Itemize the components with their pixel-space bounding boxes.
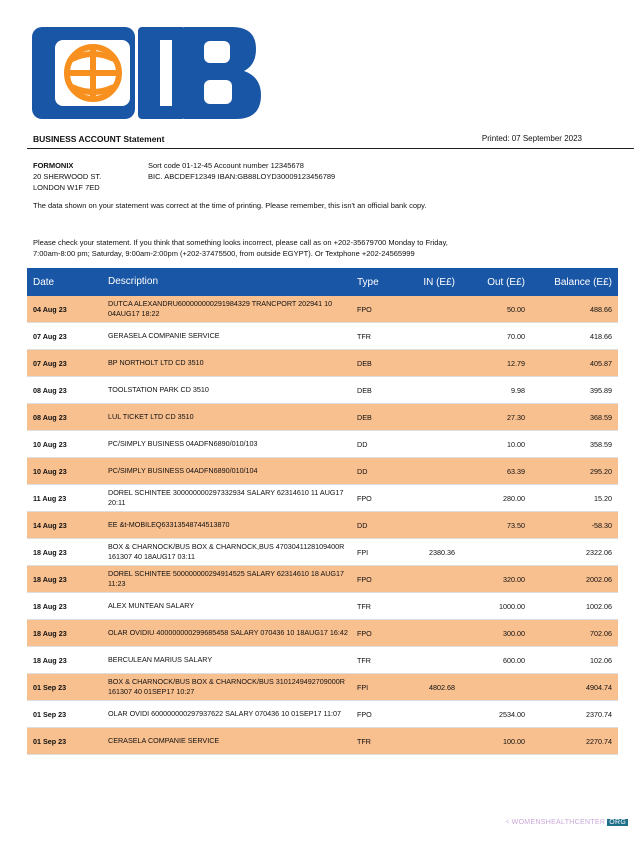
cell-balance: 15.20 <box>594 493 612 503</box>
table-row <box>27 566 618 593</box>
cell-balance: 358.59 <box>590 439 612 449</box>
cell-date: 18 Aug 23 <box>33 655 67 665</box>
sort-code-account: Sort code 01-12-45 Account number 12345678 <box>148 161 304 170</box>
cell-date: 18 Aug 23 <box>33 628 67 638</box>
cell-date: 14 Aug 23 <box>33 520 67 530</box>
cell-out: 1000.00 <box>499 601 525 611</box>
cell-type: TFR <box>357 601 371 611</box>
cell-description: OLAR OVIDI 600000000297937622 SALARY 070436 10 01SEP17 11:07 <box>108 709 341 718</box>
cell-balance: 702.06 <box>590 628 612 638</box>
cell-date: 01 Sep 23 <box>33 682 67 692</box>
cell-type: DEB <box>357 385 372 395</box>
cell-date: 18 Aug 23 <box>33 547 67 557</box>
disclaimer-note: The data shown on your statement was correct at the time of printing. Please remember, this isn't an official bank copy. <box>33 201 427 210</box>
cell-description: BERCULEAN MARIUS SALARY <box>108 655 213 664</box>
cell-type: DEB <box>357 358 372 368</box>
cell-out: 280.00 <box>503 493 525 503</box>
table-row <box>27 593 618 620</box>
cell-date: 10 Aug 23 <box>33 439 67 449</box>
col-balance: Balance (E£) <box>554 276 612 288</box>
cell-in: 2380.36 <box>429 547 455 557</box>
cell-out: 2534.00 <box>499 709 525 719</box>
cell-balance: 2322.06 <box>586 547 612 557</box>
watermark-text: WOMENSHEALTHCENTER <box>511 819 606 826</box>
cell-type: DD <box>357 439 368 449</box>
cell-description: PC/SIMPLY BUSINESS 04ADFN6890/010/104 <box>108 466 258 475</box>
address-line-2: LONDON W1F 7ED <box>33 183 100 192</box>
table-row <box>27 377 618 404</box>
table-row <box>27 620 618 647</box>
cell-description: LUL TICKET LTD CD 3510 <box>108 412 194 421</box>
table-row <box>27 647 618 674</box>
cell-description: GERASELA COMPANIE SERVICE <box>108 331 220 340</box>
cib-logo <box>32 27 262 119</box>
table-row <box>27 701 618 728</box>
cell-out: 63.39 <box>507 466 525 476</box>
cell-date: 18 Aug 23 <box>33 601 67 611</box>
cell-description: DOREL SCHINTEE 500000000294914525 SALARY 62314610 18 AUG17 11:23 <box>108 569 345 588</box>
contact-note: Please check your statement. If you think that something looks incorrect, please call as on +202-35679700 Monday to Friday, 7:00am-8:00 pm; Saturday, 9:00am-2:00pm (+202-37475500, from outside EGYPT). Or Textphone +202-24565999 <box>33 238 448 258</box>
cell-out: 27.30 <box>507 412 525 422</box>
cell-type: FPO <box>357 574 372 584</box>
bic-iban: BIC. ABCDEF12349 IBAN:GB88LOYD30009123456789 <box>148 172 336 181</box>
cell-description: BOX & CHARNOCK/BUS BOX & CHARNOCK/BUS 3101249492709000R 161307 40 01SEP17 10:27 <box>108 677 345 696</box>
table-row <box>27 674 618 701</box>
cell-description: BP NORTHOLT LTD CD 3510 <box>108 358 204 367</box>
cell-out: 73.50 <box>507 520 525 530</box>
table-row <box>27 539 618 566</box>
table-row <box>27 296 618 323</box>
address-line-1: 20 SHERWOOD ST. <box>33 172 102 181</box>
cell-type: FPO <box>357 628 372 638</box>
cell-balance: 2002.06 <box>586 574 612 584</box>
table-row <box>27 458 618 485</box>
cell-balance: 2370.74 <box>586 709 612 719</box>
watermark <box>505 818 628 826</box>
cell-date: 10 Aug 23 <box>33 466 67 476</box>
cell-out: 320.00 <box>503 574 525 584</box>
cell-date: 18 Aug 23 <box>33 574 67 584</box>
cell-type: DD <box>357 466 368 476</box>
account-details <box>148 160 335 182</box>
cell-type: FPO <box>357 709 372 719</box>
cell-out: 70.00 <box>507 331 525 341</box>
cell-description: PC/SIMPLY BUSINESS 04ADFN6890/010/103 <box>108 439 258 448</box>
cell-out: 10.00 <box>507 439 525 449</box>
cell-balance: 395.89 <box>590 385 612 395</box>
cell-balance: -58.30 <box>591 520 612 530</box>
cell-out: 12.79 <box>507 358 525 368</box>
cell-date: 08 Aug 23 <box>33 385 67 395</box>
dots-icon: ⁖ <box>505 819 512 826</box>
cell-out: 100.00 <box>503 736 525 746</box>
col-date: Date <box>33 276 55 288</box>
cell-description: ALEX MUNTEAN SALARY <box>108 601 195 610</box>
cell-description: BOX & CHARNOCK/BUS BOX & CHARNOCK,BUS 4703041128109400R 161307 40 18AUG17 03:11 <box>108 542 345 561</box>
col-in: IN (E£) <box>423 276 455 288</box>
cell-balance: 405.87 <box>590 358 612 368</box>
cell-date: 07 Aug 23 <box>33 331 67 341</box>
cell-balance: 368.59 <box>590 412 612 422</box>
cell-date: 11 Aug 23 <box>33 493 67 503</box>
cell-type: TFR <box>357 736 371 746</box>
globe-icon <box>67 47 119 99</box>
table-header <box>27 268 618 296</box>
cell-date: 01 Sep 23 <box>33 736 67 746</box>
cell-in: 4802.68 <box>429 682 455 692</box>
col-out: Out (E£) <box>487 276 525 288</box>
cell-balance: 295.20 <box>590 466 612 476</box>
watermark-suffix: ORG <box>609 819 627 826</box>
table-row <box>27 404 618 431</box>
cell-date: 04 Aug 23 <box>33 304 67 314</box>
cell-description: OLAR OVIDIU 400000000299685458 SALARY 070436 10 18AUG17 16:42 <box>108 628 348 637</box>
cell-type: TFR <box>357 655 371 665</box>
cell-type: FPO <box>357 304 372 314</box>
cell-description: EE &t-MOBILEQ63313548744513870 <box>108 520 230 529</box>
customer-name: FORMONIX <box>33 161 74 170</box>
cell-description: TOOLSTATION PARK CD 3510 <box>108 385 209 394</box>
cell-balance: 2270.74 <box>586 736 612 746</box>
cell-description: DUTCA ALEXANDRU600000000291984329 TRANCPORT 202941 10 04AUG17 18:22 <box>108 299 333 318</box>
cell-out: 50.00 <box>507 304 525 314</box>
table-row <box>27 350 618 377</box>
table-row <box>27 323 618 350</box>
col-type: Type <box>357 276 379 288</box>
table-row <box>27 431 618 458</box>
divider <box>27 148 634 149</box>
cell-type: TFR <box>357 331 371 341</box>
cell-out: 9.98 <box>511 385 525 395</box>
cell-balance: 102.06 <box>590 655 612 665</box>
cell-balance: 488.66 <box>590 304 612 314</box>
table-row <box>27 485 618 512</box>
cell-type: FPO <box>357 493 372 503</box>
cell-type: FPI <box>357 547 369 557</box>
cell-balance: 4904.74 <box>586 682 612 692</box>
cell-date: 08 Aug 23 <box>33 412 67 422</box>
customer-address <box>33 160 101 193</box>
cell-out: 600.00 <box>503 655 525 665</box>
cell-out: 300.00 <box>503 628 525 638</box>
printed-date: Printed: 07 September 2023 <box>481 134 582 143</box>
cell-description: CERASELA COMPANIE SERVICE <box>108 736 220 745</box>
statement-title: BUSINESS ACCOUNT Statement <box>33 134 165 144</box>
table-row <box>27 728 618 755</box>
cell-description: DOREL SCHINTEE 300000000297332934 SALARY 62314610 11 AUG17 20:11 <box>108 488 344 507</box>
transactions-table <box>27 268 618 755</box>
cell-date: 07 Aug 23 <box>33 358 67 368</box>
cell-balance: 1002.06 <box>586 601 612 611</box>
cell-type: FPI <box>357 682 369 692</box>
cell-date: 01 Sep 23 <box>33 709 67 719</box>
table-row <box>27 512 618 539</box>
col-description: Description <box>108 276 159 287</box>
cell-balance: 418.66 <box>590 331 612 341</box>
cell-type: DD <box>357 520 368 530</box>
cell-type: DEB <box>357 412 372 422</box>
